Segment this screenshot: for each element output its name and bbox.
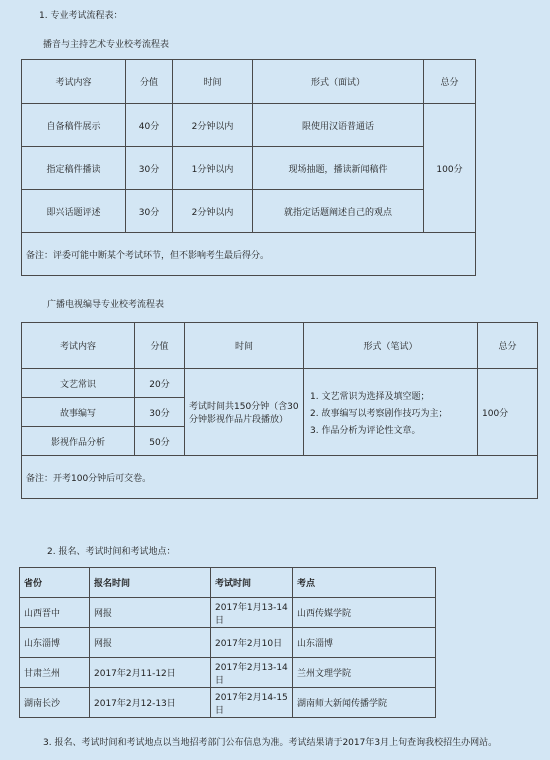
cell-province: 甘肃兰州 <box>20 658 90 688</box>
col-header: 总分 <box>424 60 476 104</box>
table-row <box>22 147 476 190</box>
cell-site: 山西传媒学院 <box>293 598 436 628</box>
col-header: 分值 <box>126 60 173 104</box>
cell-site: 山东淄博 <box>293 628 436 658</box>
table-row <box>20 688 436 718</box>
cell-form: 限使用汉语普通话 <box>253 104 424 147</box>
cell-register-time: 2017年2月11-12日 <box>90 658 211 688</box>
cell-content: 指定稿件播读 <box>22 147 126 190</box>
col-header: 时间 <box>185 323 304 369</box>
form-item: 2. 故事编写以考察剧作技巧为主； <box>310 408 448 419</box>
col-header: 报名时间 <box>90 568 211 598</box>
col-header: 省份 <box>20 568 90 598</box>
section1-title: 1. 专业考试流程表： <box>39 11 123 21</box>
cell-time: 考试时间共150分钟（含30分钟影视作品片段播放） <box>185 369 304 456</box>
col-header: 考试内容 <box>22 323 135 369</box>
table-note: 备注：开考100分钟后可交卷。 <box>22 456 538 499</box>
table2-title: 广播电视编导专业校考流程表 <box>47 300 165 310</box>
table-note-row <box>22 456 538 499</box>
cell-total: 100分 <box>478 369 538 456</box>
cell-province: 山西晋中 <box>20 598 90 628</box>
cell-exam-time: 2017年2月13-14日 <box>211 658 293 688</box>
table-row <box>20 598 436 628</box>
col-header: 考试内容 <box>22 60 126 104</box>
broadcasting-exam-table <box>21 59 476 276</box>
table-row <box>22 369 538 398</box>
cell-time: 1分钟以内 <box>173 147 253 190</box>
cell-register-time: 网报 <box>90 628 211 658</box>
table-header-row <box>22 60 476 104</box>
cell-score: 30分 <box>126 147 173 190</box>
cell-register-time: 网报 <box>90 598 211 628</box>
cell-province: 湖南长沙 <box>20 688 90 718</box>
cell-score: 20分 <box>135 369 185 398</box>
col-header: 形式（笔试） <box>304 323 478 369</box>
cell-province: 山东淄博 <box>20 628 90 658</box>
col-header: 考试时间 <box>211 568 293 598</box>
exam-schedule-table <box>19 567 436 718</box>
col-header: 总分 <box>478 323 538 369</box>
cell-content: 影视作品分析 <box>22 427 135 456</box>
cell-score: 30分 <box>135 398 185 427</box>
section2-title: 2. 报名、考试时间和考试地点： <box>47 547 176 557</box>
col-header: 考点 <box>293 568 436 598</box>
col-header: 时间 <box>173 60 253 104</box>
footer-note: 3. 报名、考试时间和考试地点以当地招考部门公布信息为准。考试结果请于2017年3月上旬查询我校招生办网站。 <box>43 738 498 748</box>
cell-form: 就指定话题阐述自己的观点 <box>253 190 424 233</box>
cell-total: 100分 <box>424 104 476 233</box>
table-row <box>20 628 436 658</box>
table-row <box>22 190 476 233</box>
cell-exam-time: 2017年1月13-14日 <box>211 598 293 628</box>
table-note: 备注：评委可能中断某个考试环节，但不影响考生最后得分。 <box>22 233 476 276</box>
cell-register-time: 2017年2月12-13日 <box>90 688 211 718</box>
cell-site: 兰州文理学院 <box>293 658 436 688</box>
cell-score: 40分 <box>126 104 173 147</box>
cell-content: 即兴话题评述 <box>22 190 126 233</box>
col-header: 分值 <box>135 323 185 369</box>
table-header-row <box>22 323 538 369</box>
form-item: 1. 文艺常识为选择及填空题； <box>310 391 430 402</box>
table1-title: 播音与主持艺术专业校考流程表 <box>43 40 170 50</box>
cell-forms <box>304 369 478 456</box>
cell-exam-time: 2017年2月10日 <box>211 628 293 658</box>
cell-content: 故事编写 <box>22 398 135 427</box>
col-header: 形式（面试） <box>253 60 424 104</box>
directing-exam-table <box>21 322 538 499</box>
cell-form: 现场抽题，播读新闻稿件 <box>253 147 424 190</box>
cell-time: 2分钟以内 <box>173 190 253 233</box>
cell-site: 湖南师大新闻传播学院 <box>293 688 436 718</box>
table-row <box>20 658 436 688</box>
table-row <box>22 104 476 147</box>
cell-time: 2分钟以内 <box>173 104 253 147</box>
cell-content: 文艺常识 <box>22 369 135 398</box>
table-header-row <box>20 568 436 598</box>
cell-content: 自备稿件展示 <box>22 104 126 147</box>
cell-score: 50分 <box>135 427 185 456</box>
table-note-row <box>22 233 476 276</box>
form-item: 3. 作品分析为评论性文章。 <box>310 425 421 436</box>
cell-score: 30分 <box>126 190 173 233</box>
cell-exam-time: 2017年2月14-15日 <box>211 688 293 718</box>
